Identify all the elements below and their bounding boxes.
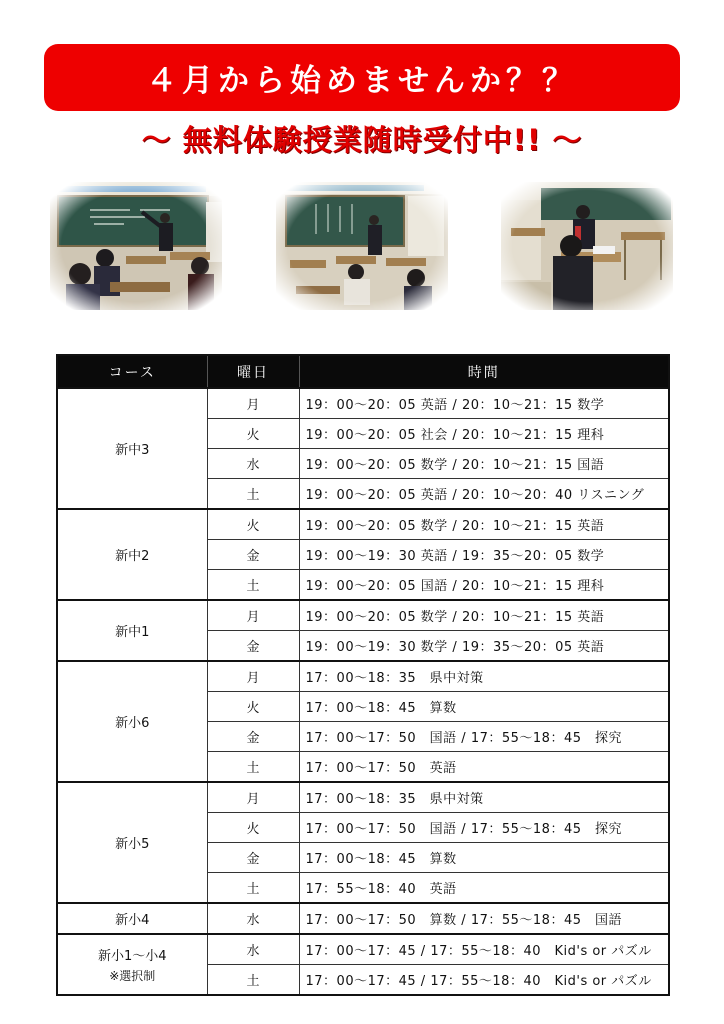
course-name: 新中3: [115, 443, 150, 458]
course-cell: [57, 388, 207, 509]
classroom-photo-individual: [501, 182, 673, 310]
time-cell: 17：00～18：45 算数: [299, 843, 669, 873]
course-name: 新中2: [115, 549, 150, 564]
title-banner: [44, 44, 680, 111]
header-time: 時間: [299, 355, 669, 388]
time-cell: 19：00～20：05 英語 / 20：10～20：40 リスニング: [299, 479, 669, 510]
day-cell: 月: [207, 782, 299, 813]
classroom-photo-lecture: [50, 182, 222, 310]
time-cell: 17：00～18：35 県中対策: [299, 782, 669, 813]
schedule-table: [56, 354, 670, 996]
course-note: ※選択制: [109, 969, 156, 983]
day-cell: 土: [207, 570, 299, 601]
table-row: [57, 600, 669, 631]
time-cell: 17：00～17：45 / 17：55～18：40 Kid's or パズル: [299, 965, 669, 996]
day-cell: 土: [207, 479, 299, 510]
day-cell: 土: [207, 752, 299, 783]
course-cell: [57, 661, 207, 782]
course-cell: [57, 600, 207, 661]
time-cell: 17：00～17：50 国語 / 17：55～18：45 探究: [299, 813, 669, 843]
time-cell: 17：00～18：45 算数: [299, 692, 669, 722]
day-cell: 金: [207, 722, 299, 752]
time-cell: 17：00～17：50 国語 / 17：55～18：45 探究: [299, 722, 669, 752]
time-cell: 19：00～19：30 英語 / 19：35～20：05 数学: [299, 540, 669, 570]
time-cell: 19：00～20：05 英語 / 20：10～21：15 数学: [299, 388, 669, 419]
day-cell: 火: [207, 692, 299, 722]
course-cell: [57, 782, 207, 903]
classroom-photo-teacher-board: [276, 182, 448, 310]
table-row: [57, 509, 669, 540]
page-title: ４月から始めませんか？？: [146, 63, 578, 99]
time-cell: 19：00～20：05 社会 / 20：10～21：15 理科: [299, 419, 669, 449]
day-cell: 月: [207, 600, 299, 631]
day-cell: 土: [207, 873, 299, 904]
day-cell: 土: [207, 965, 299, 996]
time-cell: 19：00～20：05 数学 / 20：10～21：15 国語: [299, 449, 669, 479]
table-row: [57, 934, 669, 965]
time-cell: 19：00～19：30 数学 / 19：35～20：05 英語: [299, 631, 669, 662]
course-name: 新小6: [115, 716, 150, 731]
course-name: 新小5: [115, 837, 150, 852]
time-cell: 17：00～18：35 県中対策: [299, 661, 669, 692]
schedule-body: [57, 388, 669, 995]
day-cell: 月: [207, 661, 299, 692]
time-cell: 19：00～20：05 国語 / 20：10～21：15 理科: [299, 570, 669, 601]
day-cell: 金: [207, 631, 299, 662]
day-cell: 月: [207, 388, 299, 419]
day-cell: 金: [207, 540, 299, 570]
course-name: 新小4: [115, 913, 150, 928]
time-cell: 19：00～20：05 数学 / 20：10～21：15 英語: [299, 509, 669, 540]
day-cell: 火: [207, 813, 299, 843]
table-row: [57, 661, 669, 692]
course-name: 新中1: [115, 625, 150, 640]
course-cell: [57, 903, 207, 934]
header-course: コース: [57, 355, 207, 388]
day-cell: 火: [207, 419, 299, 449]
table-row: [57, 782, 669, 813]
course-cell: [57, 509, 207, 600]
table-row: [57, 903, 669, 934]
time-cell: 19：00～20：05 数学 / 20：10～21：15 英語: [299, 600, 669, 631]
day-cell: 水: [207, 903, 299, 934]
day-cell: 水: [207, 934, 299, 965]
time-cell: 17：00～17：50 算数 / 17：55～18：45 国語: [299, 903, 669, 934]
time-cell: 17：55～18：40 英語: [299, 873, 669, 904]
time-cell: 17：00～17：50 英語: [299, 752, 669, 783]
table-header-row: [57, 355, 669, 388]
course-name: 新小1～小4: [97, 949, 167, 964]
day-cell: 水: [207, 449, 299, 479]
trial-lesson-subtitle: ～ 無料体験授業随時受付中!! ～: [141, 123, 583, 157]
course-cell: [57, 934, 207, 995]
time-cell: 17：00～17：45 / 17：55～18：40 Kid's or パズル: [299, 934, 669, 965]
day-cell: 金: [207, 843, 299, 873]
header-day: 曜日: [207, 355, 299, 388]
table-row: [57, 388, 669, 419]
day-cell: 火: [207, 509, 299, 540]
